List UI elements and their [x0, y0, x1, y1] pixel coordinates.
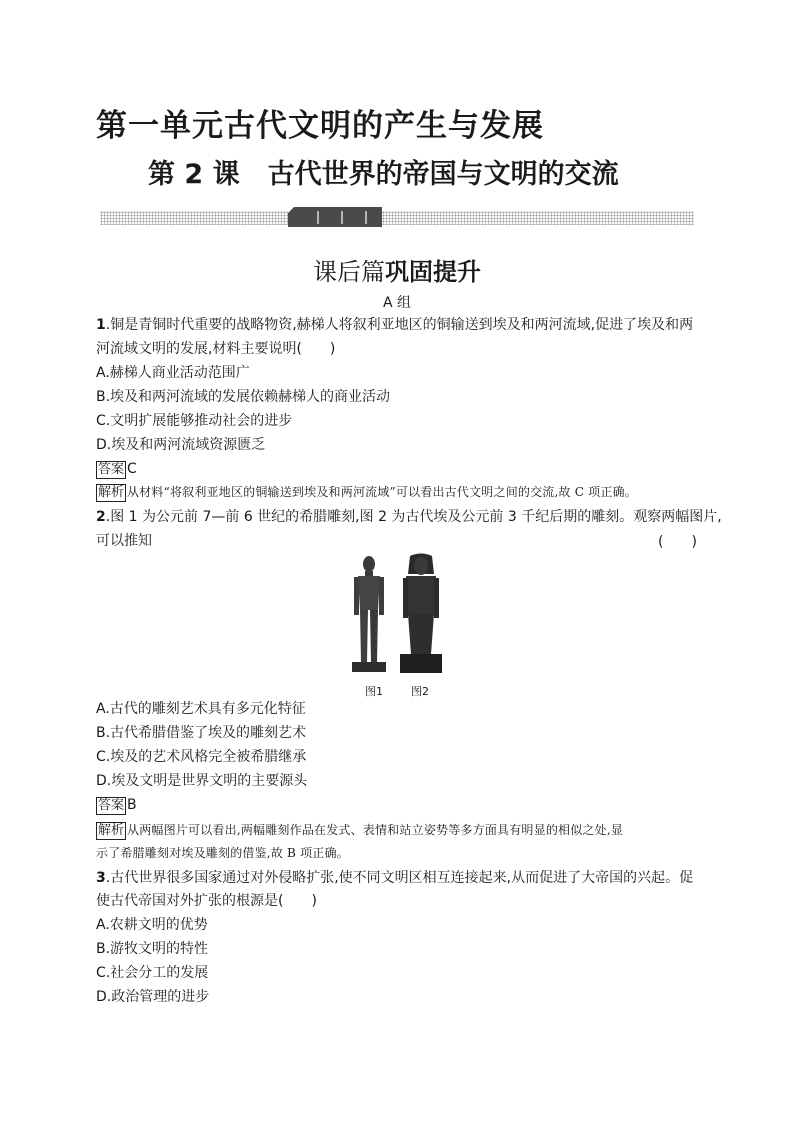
- decorative-divider: [100, 207, 694, 227]
- unit-title: 第一单元古代文明的产生与发展: [96, 108, 544, 144]
- section-emphasis: 巩固提升: [385, 258, 481, 286]
- question-2-stem-cont: 可以推知: [96, 533, 152, 549]
- question-3-option-a: A.农耕文明的优势: [96, 917, 208, 933]
- statues-figure: [350, 552, 444, 674]
- question-1-stem-cont: 河流域文明的发展,材料主要说明( ): [96, 341, 336, 357]
- group-label: A 组: [382, 295, 412, 311]
- section-prefix: 课后篇: [313, 258, 385, 286]
- question-3-option-b: B.游牧文明的特性: [96, 941, 209, 957]
- analysis-tag: 解析: [98, 823, 125, 838]
- question-1-option-a: A.赫梯人商业活动范围广: [96, 365, 250, 381]
- question-1-option-b: B.埃及和两河流域的发展依赖赫梯人的商业活动: [96, 389, 391, 405]
- question-2-blank: ( ): [658, 534, 697, 550]
- question-3-stem: 3.古代世界很多国家通过对外侵略扩张,使不同文明区相互连接起来,从而促进了大帝国的兴起。促: [96, 870, 694, 886]
- question-2-option-b: B.古代希腊借鉴了埃及的雕刻艺术: [96, 725, 307, 741]
- divider-badge: [288, 207, 382, 227]
- question-2-option-a: A.古代的雕刻艺术具有多元化特征: [96, 701, 306, 717]
- answer-tag: 答案: [98, 798, 125, 813]
- lesson-number: 第 2 课: [148, 159, 240, 190]
- figure-2-caption: 图2: [411, 685, 429, 698]
- question-3-option-d: D.政治管理的进步: [96, 989, 210, 1005]
- question-2-analysis: 解析 从两幅图片可以看出,两幅雕刻作品在发式、表情和站立姿势等多方面具有明显的相似之处,显: [98, 823, 624, 838]
- lesson-name: 古代世界的帝国与文明的交流: [267, 159, 619, 190]
- question-1-analysis: 解析 从材料“将叙利亚地区的铜输送到埃及和两河流域”可以看出古代文明之间的交流,故 C 项正确。: [98, 485, 637, 500]
- question-3-option-c: C.社会分工的发展: [96, 965, 209, 981]
- question-3-stem-cont: 使古代帝国对外扩张的根源是( ): [96, 893, 317, 909]
- figure-1-caption: 图1: [365, 685, 383, 698]
- question-2-stem: 2.图 1 为公元前 7—前 6 世纪的希腊雕刻,图 2 为古代埃及公元前 3 千纪后期的雕刻。观察两幅图片,: [96, 509, 722, 525]
- question-1-answer: 答案 C: [98, 461, 137, 477]
- question-2-option-c: C.埃及的艺术风格完全被希腊继承: [96, 749, 307, 765]
- question-1-stem: 1.铜是青铜时代重要的战略物资,赫梯人将叙利亚地区的铜输送到埃及和两河流域,促进了埃及和两: [96, 317, 694, 333]
- question-2-answer: 答案 B: [98, 797, 137, 813]
- section-title: [0, 252, 794, 287]
- question-1-option-c: C.文明扩展能够推动社会的进步: [96, 413, 293, 429]
- question-2-option-d: D.埃及文明是世界文明的主要源头: [96, 773, 308, 789]
- question-2-analysis-cont: 示了希腊雕刻对埃及雕刻的借鉴,故 B 项正确。: [96, 846, 349, 860]
- analysis-tag: 解析: [98, 485, 125, 500]
- question-1-option-d: D.埃及和两河流域资源匮乏: [96, 437, 266, 453]
- answer-tag: 答案: [98, 462, 125, 477]
- lesson-title: [148, 152, 619, 191]
